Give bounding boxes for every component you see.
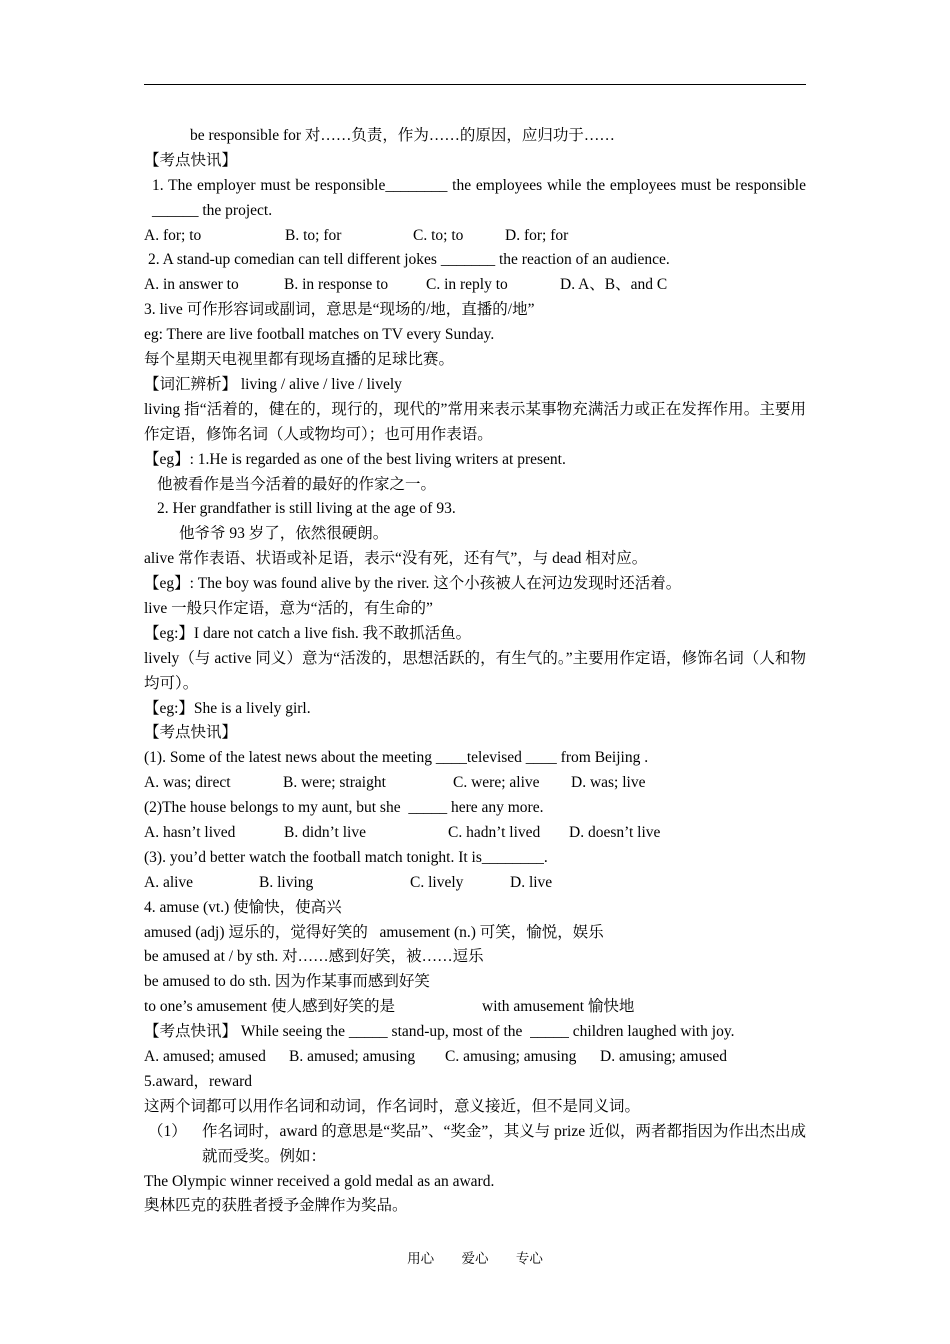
translation-line: 每个星期天电视里都有现场直播的足球比赛。: [144, 351, 455, 369]
example-line: 【eg】: 1.He is regarded as one of the best living writers at present.: [144, 450, 566, 468]
footer-word: 爱心: [461, 1251, 489, 1266]
option: C. hadn’t lived: [448, 824, 541, 842]
option: A. hasn’t lived: [144, 824, 236, 842]
document-body: [144, 124, 806, 1219]
question-2-options: [144, 273, 806, 298]
example-line: The Olympic winner received a gold medal as an award.: [144, 1172, 495, 1190]
section-heading: 【考点快讯】: [144, 151, 238, 169]
footer-word: 专心: [515, 1251, 543, 1266]
text-paragraph: lively（与 active 同义）意为“活泼的，思想活跃的，有生气的。”主要用作定语，修饰名词（人和物均可）。: [144, 649, 806, 692]
example-line: 【eg:】She is a lively girl.: [144, 699, 311, 717]
example-line: 【eg:】I dare not catch a live fish. 我不敢抓活鱼。: [144, 624, 472, 642]
question-item: 【考点快讯】 While seeing the _____ stand-up, most of the _____ children laughed with joy.: [144, 1023, 735, 1041]
question-item: (3). you’d better watch the football match tonight. It is________.: [144, 848, 548, 866]
question-options: [144, 871, 806, 896]
item-number: （1）: [148, 1122, 187, 1140]
text-line: alive 常作表语、状语或补足语，表示“没有死，还有气”，与 dead 相对应。: [144, 550, 648, 568]
text-paragraph: living 指“活着的，健在的，现行的，现代的”常用来表示某事物充满活力或正在发挥作用。主要用作定语，修饰名词（人或物均可）；也可用作表语。: [144, 400, 806, 443]
option: C. lively: [410, 873, 464, 891]
header-rule: [144, 84, 806, 85]
option: D. amusing; amused: [600, 1048, 727, 1066]
option: B. living: [259, 873, 314, 891]
page-footer: [0, 1247, 950, 1267]
question-options: [144, 1045, 806, 1070]
translation-line: 他爷爷 93 岁了，依然很硬朗。: [179, 525, 389, 543]
option: A. for; to: [144, 226, 202, 244]
example-line: 2. Her grandfather is still living at the age of 93.: [157, 500, 456, 518]
option: B. were; straight: [283, 774, 386, 792]
section-heading: 【词汇辨析】 living / alive / live / lively: [144, 375, 402, 393]
option: A. alive: [144, 873, 194, 891]
option: D. A、B、and C: [560, 276, 668, 294]
option: A. was; direct: [144, 774, 231, 792]
text-line: live 一般只作定语，意为“活的，有生命的”: [144, 599, 433, 617]
text-line: 这两个词都可以用作名词和动词，作名词时，意义接近，但不是同义词。: [144, 1097, 641, 1115]
example-line: 【eg】: The boy was found alive by the river. 这个小孩被人在河边发现时还活着。: [144, 575, 682, 593]
footer-word: 用心: [407, 1251, 435, 1266]
phrase: with amusement 愉快地: [482, 998, 635, 1016]
numbered-item: [144, 1120, 806, 1170]
option: B. to; for: [285, 226, 342, 244]
text-line: 4. amuse (vt.) 使愉快，使高兴: [144, 898, 342, 916]
text-line: 3. live 可作形容词或副词，意思是“现场的/地，直播的/地”: [144, 301, 535, 319]
text-line: [144, 995, 806, 1020]
option: A. in answer to: [144, 276, 239, 294]
question-options: [144, 771, 806, 796]
option: C. were; alive: [453, 774, 540, 792]
question-1: 1. The employer must be responsible________ the employees while the employees must be responsible ______ the project.: [152, 176, 806, 219]
option: C. to; to: [413, 226, 464, 244]
question-item: (1). Some of the latest news about the meeting ____televised ____ from Beijing .: [144, 749, 649, 767]
text-line: 5.award，reward: [144, 1072, 253, 1090]
section-heading: 【考点快讯】: [144, 724, 238, 742]
option: C. amusing; amusing: [445, 1048, 577, 1066]
option: D. doesn’t live: [569, 824, 661, 842]
example-line: eg: There are live football matches on TV every Sunday.: [144, 326, 495, 344]
option: C. in reply to: [426, 276, 508, 294]
question-options: [144, 821, 806, 846]
question-2: 2. A stand-up comedian can tell different jokes _______ the reaction of an audience.: [148, 251, 670, 269]
option: B. in response to: [284, 276, 389, 294]
option: D. for; for: [505, 226, 569, 244]
option: D. was; live: [571, 774, 646, 792]
option: B. didn’t live: [284, 824, 366, 842]
phrase: to one’s amusement 使人感到好笑的是: [144, 998, 395, 1016]
option: A. amused; amused: [144, 1048, 266, 1066]
item-text: 作名词时，award 的意思是“奖品”、“奖金”，其义与 prize 近似，两者都指因为作出杰出成就而受奖。例如：: [202, 1122, 806, 1165]
question-item: (2)The house belongs to my aunt, but she _____ here any more.: [144, 799, 544, 817]
translation-line: 他被看作是当今活着的最好的作家之一。: [157, 475, 437, 493]
text-line: be amused at / by sth. 对……感到好笑，被……逗乐: [144, 948, 484, 966]
text-line: be amused to do sth. 因为作某事而感到好笑: [144, 973, 430, 991]
text-line: amused (adj) 逗乐的，觉得好笑的 amusement (n.) 可笑，愉悦，娱乐: [144, 923, 604, 941]
option: D. live: [510, 873, 553, 891]
option: B. amused; amusing: [289, 1048, 416, 1066]
text-line: be responsible for 对……负责，作为……的原因，应归功于……: [190, 127, 615, 144]
translation-line: 奥林匹克的获胜者授予金牌作为奖品。: [144, 1197, 408, 1215]
question-1-options: [144, 224, 806, 249]
